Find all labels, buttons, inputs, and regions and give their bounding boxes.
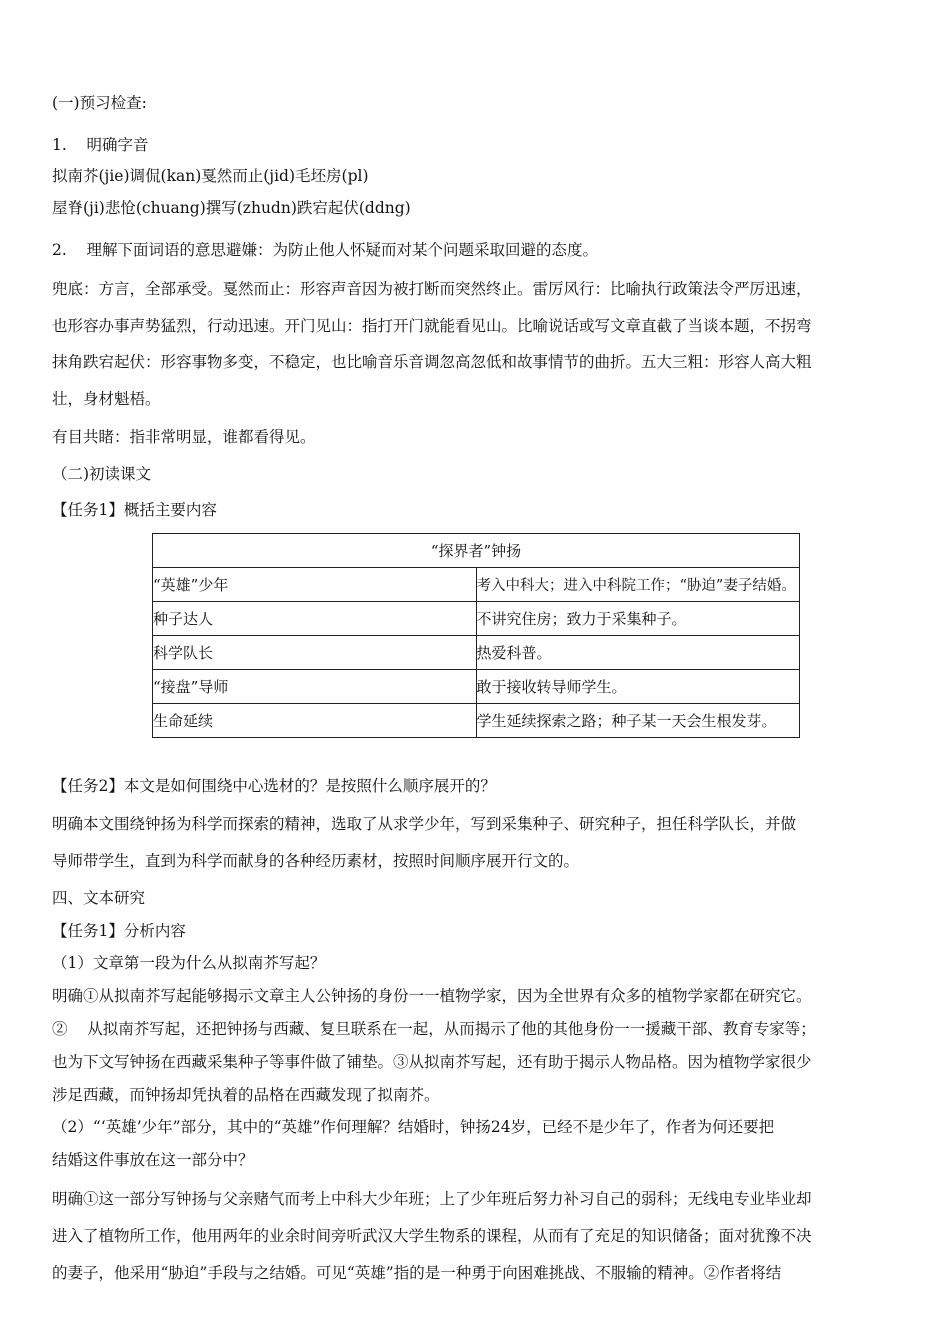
item-pronunciation: 1. 明确字音 — [52, 136, 149, 154]
pinyin-line: 拟南芥(jie)调侃(kan)戛然而止(jid)毛坯房(pl) — [52, 167, 369, 185]
table-cell-desc: 不讲究住房；致力于采集种子。 — [476, 602, 800, 636]
table-cell-name: “接盘”导师 — [153, 670, 477, 704]
table-cell-desc: 学生延续探索之路；种子某一天会生根发芽。 — [476, 704, 800, 738]
task-heading: 【任务2】本文是如何围绕中心选材的？是按照什么顺序展开的？ — [52, 777, 496, 795]
question-line: （1）文章第一段为什么从拟南芥写起？ — [52, 954, 326, 972]
vocab-line: 有目共睹：指非常明显，谁都看得见。 — [52, 428, 316, 446]
table-cell-name: 种子达人 — [153, 602, 477, 636]
table-cell-name: 生命延续 — [153, 704, 477, 738]
table-cell-name: 科学队长 — [153, 636, 477, 670]
vocab-line: 也形容办事声势猛烈，行动迅速。开门见山：指打开门就能看见山。比喻说话或写文章直截了当谈本题，不拐弯 — [52, 317, 812, 335]
task-heading: 【任务1】分析内容 — [52, 922, 186, 940]
table-cell-desc: 敢于接收转导师学生。 — [476, 670, 800, 704]
answer-line: 进入了植物所工作，他用两年的业余时间旁听武汉大学生物系的课程，从而有了充足的知识储备；面对犹豫不决 — [52, 1227, 812, 1245]
question-line: （2）“‘英雄’少年”部分，其中的“英雄”作何理解？结婚时，钟扬24岁，已经不是少年了，作者为何还要把 — [52, 1118, 775, 1136]
table-row — [153, 704, 800, 738]
table-row — [153, 670, 800, 704]
table-title: “探界者”钟扬 — [153, 534, 800, 568]
answer-line: 的妻子，他采用“胁迫”手段与之结婚。可见“英雄”指的是一种勇于向困难挑战、不服输的精神。②作者将结 — [52, 1264, 782, 1282]
table-cell-desc: 热爱科普。 — [476, 636, 800, 670]
answer-line: 明确①从拟南芥写起能够揭示文章主人公钟扬的身份一一植物学家，因为全世界有众多的植物学家都在研究它。 — [52, 987, 812, 1005]
table-row — [153, 636, 800, 670]
answer-line: 也为下文写钟扬在西藏采集种子等事件做了铺垫。③从拟南芥写起，还有助于揭示人物品格。因为植物学家很少 — [52, 1053, 812, 1071]
summary-table — [152, 533, 800, 738]
vocab-line: 兜底：方言，全部承受。戛然而止：形容声音因为被打断而突然终止。雷厉风行：比喻执行政策法令严厉迅速， — [52, 280, 812, 298]
vocab-line: 抹角跌宕起伏：形容事物多变，不稳定，也比喻音乐音调忽高忽低和故事情节的曲折。五大三粗：形容人高大粗 — [52, 353, 812, 371]
task-heading: 【任务1】概括主要内容 — [52, 501, 217, 519]
table-header-row — [153, 534, 800, 568]
table-row — [153, 568, 800, 602]
section-heading-research: 四、文本研究 — [52, 889, 146, 907]
table-cell-name: “英雄”少年 — [153, 568, 477, 602]
pinyin-line: 屋脊(ji)悲怆(chuang)撰写(zhudn)跌宕起伏(ddng) — [52, 199, 411, 217]
answer-line: 涉足西藏，而钟扬却凭执着的品格在西藏发现了拟南芥。 — [52, 1086, 440, 1104]
section-heading-preview: (一)预习检查: — [52, 94, 147, 112]
answer-line: ② 从拟南芥写起，还把钟扬与西藏、复旦联系在一起，从而揭示了他的其他身份一一援藏干部、教育专家等； — [52, 1020, 816, 1038]
section-heading-reading: （二)初读课文 — [52, 465, 152, 483]
question-line: 结婚这件事放在这一部分中？ — [52, 1151, 254, 1169]
answer-line: 导师带学生，直到为科学而献身的各种经历素材，按照时间顺序展开行文的。 — [52, 852, 580, 870]
vocab-line: 壮，身材魁梧。 — [52, 390, 161, 408]
answer-line: 明确本文围绕钟扬为科学而探索的精神，选取了从求学少年，写到采集种子、研究种子，担任科学队长，并做 — [52, 815, 797, 833]
answer-line: 明确①这一部分写钟扬与父亲赌气而考上中科大少年班；上了少年班后努力补习自己的弱科；无线电专业毕业却 — [52, 1190, 812, 1208]
table-row — [153, 602, 800, 636]
item-vocabulary: 2. 理解下面词语的意思避嫌：为防止他人怀疑而对某个问题采取回避的态度。 — [52, 241, 598, 259]
table-cell-desc: 考入中科大；进入中科院工作；“胁迫”妻子结婚。 — [476, 568, 800, 602]
